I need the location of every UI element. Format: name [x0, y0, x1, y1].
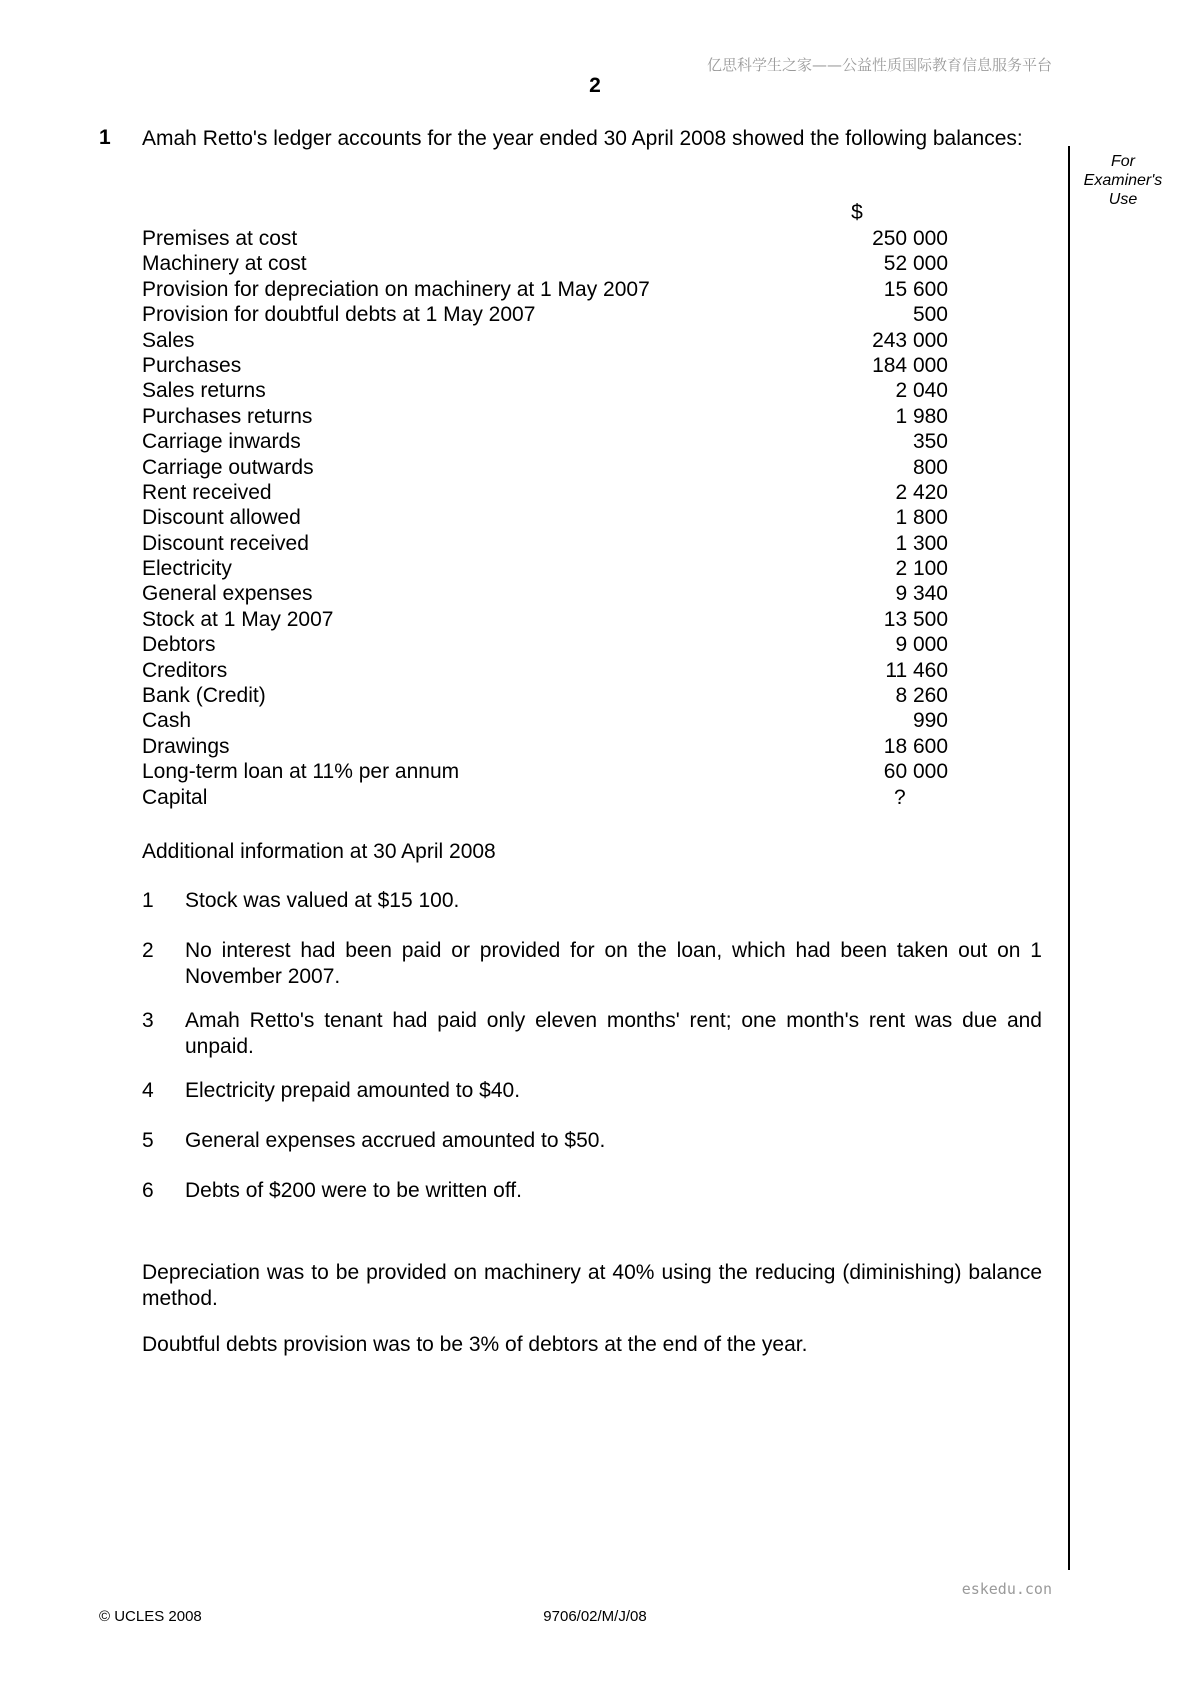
examiner-margin-line: [1068, 146, 1070, 1570]
examiner-use-label: [1068, 152, 1178, 209]
ledger-row-label: Carriage outwards: [142, 455, 314, 479]
ledger-row-label: Sales returns: [142, 379, 266, 403]
examiner-use-line-1: For: [1111, 153, 1135, 170]
ledger-rows: [142, 226, 948, 810]
additional-info-number: 1: [142, 889, 154, 912]
ledger-row-label: Cash: [142, 709, 192, 733]
additional-info-number: 3: [142, 1009, 154, 1032]
question-number: 1: [99, 126, 111, 149]
additional-info-number: 6: [142, 1179, 154, 1202]
ledger-row: [142, 277, 948, 302]
ledger-row-label: Creditors: [142, 658, 228, 682]
bottom-watermark: eskedu.con: [961, 1580, 1052, 1598]
ledger-row: [142, 581, 948, 606]
additional-info-text: General expenses accrued amounted to $50.: [185, 1129, 606, 1152]
ledger-row-label: Stock at 1 May 2007: [142, 607, 334, 631]
ledger-row-amount: 2 100: [895, 557, 948, 581]
ledger-row-label: Provision for doubtful debts at 1 May 2007: [142, 303, 536, 327]
ledger-row-label: Discount allowed: [142, 506, 301, 530]
ledger-row-amount: 2 040: [895, 379, 948, 403]
ledger-row-label: Purchases: [142, 353, 242, 377]
ledger-row-amount: 18 600: [883, 734, 948, 758]
top-watermark: 亿思科学生之家——公益性质国际教育信息服务平台: [706, 56, 1052, 74]
ledger-row-amount: 13 500: [883, 607, 948, 631]
ledger-row-amount: 60 000: [883, 760, 948, 784]
footer-paper-code: 9706/02/M/J/08: [543, 1608, 647, 1625]
ledger-row-label: Capital: [142, 785, 208, 809]
page-number: 2: [589, 74, 601, 97]
ledger-row: [142, 328, 948, 353]
ledger-row: [142, 455, 948, 480]
footer-copyright: © UCLES 2008: [99, 1608, 202, 1625]
ledger-row: [142, 302, 948, 327]
doubtful-debts-note: Doubtful debts provision was to be 3% of debtors at the end of the year.: [142, 1333, 808, 1356]
depreciation-note: Depreciation was to be provided on machinery at 40% using the reducing (diminishing) balance method.: [142, 1261, 1042, 1310]
ledger-row: [142, 683, 948, 708]
ledger-row-amount: 1 980: [895, 404, 948, 428]
ledger-row-label: Electricity: [142, 557, 232, 581]
ledger-row-label: Drawings: [142, 734, 230, 758]
ledger-row: [142, 632, 948, 657]
ledger-row: [142, 353, 948, 378]
ledger-row: [142, 607, 948, 632]
ledger-row-label: Purchases returns: [142, 404, 313, 428]
ledger-row-amount: 2 420: [895, 480, 948, 504]
ledger-row-amount: 9 340: [895, 582, 948, 606]
ledger-row-amount: 250 000: [872, 227, 948, 250]
ledger-row-amount: 500: [912, 303, 948, 327]
ledger-row-label: Premises at cost: [142, 227, 298, 250]
ledger-row: [142, 429, 948, 454]
additional-info-text: Electricity prepaid amounted to $40.: [185, 1079, 521, 1102]
ledger-row: [142, 480, 948, 505]
ledger-row: [142, 556, 948, 581]
ledger-row-amount: 243 000: [872, 328, 948, 352]
ledger-row: [142, 505, 948, 530]
ledger-row-amount: 184 000: [872, 353, 948, 377]
ledger-row-amount: ?: [894, 785, 906, 809]
examiner-use-line-2: Examiner's: [1083, 172, 1163, 189]
ledger-row-amount: 15 600: [883, 277, 948, 301]
ledger-row-amount: 52 000: [883, 252, 948, 276]
additional-info-text: Stock was valued at $15 100.: [185, 889, 460, 912]
ledger-row-label: Sales: [142, 328, 195, 352]
ledger-row: [142, 708, 948, 733]
ledger-row-label: Bank (Credit): [142, 684, 266, 708]
ledger-row: [142, 378, 948, 403]
ledger-row: [142, 226, 948, 251]
ledger-row-label: Debtors: [142, 633, 216, 657]
additional-info-number: 5: [142, 1129, 154, 1152]
question-intro: Amah Retto's ledger accounts for the year ended 30 April 2008 showed the following balances:: [142, 127, 1023, 150]
ledger-row: [142, 734, 948, 759]
ledger-row-amount: 1 300: [895, 531, 948, 555]
ledger-row: [142, 785, 948, 810]
examiner-use-line-3: Use: [1108, 191, 1138, 208]
ledger-row: [142, 658, 948, 683]
ledger-row-amount: 9 000: [895, 633, 948, 657]
ledger-row-label: General expenses: [142, 582, 313, 606]
additional-info-number: 2: [142, 939, 154, 962]
ledger-row-label: Provision for depreciation on machinery at 1 May 2007: [142, 277, 650, 301]
ledger-row-amount: 800: [912, 455, 948, 479]
ledger-row-amount: 350: [912, 430, 948, 454]
additional-info-text: No interest had been paid or provided for on the loan, which had been taken out on 1 November 2007.: [185, 939, 1042, 988]
ledger-row-amount: 11 460: [885, 658, 948, 682]
ledger-row-amount: 1 800: [895, 506, 948, 530]
additional-info-number: 4: [142, 1079, 154, 1102]
additional-info-text: Amah Retto's tenant had paid only eleven months' rent; one month's rent was due and unpaid.: [185, 1009, 1042, 1058]
ledger-row-label: Rent received: [142, 480, 272, 504]
currency-header: $: [851, 201, 863, 224]
ledger-row-label: Carriage inwards: [142, 430, 301, 454]
ledger-row: [142, 404, 948, 429]
ledger-row: [142, 531, 948, 556]
ledger-row-amount: 990: [912, 709, 948, 733]
ledger-row: [142, 251, 948, 276]
ledger-row-label: Machinery at cost: [142, 252, 307, 276]
additional-info-text: Debts of $200 were to be written off.: [185, 1179, 522, 1202]
ledger-row-amount: 8 260: [895, 684, 948, 708]
ledger-row: [142, 759, 948, 784]
ledger-row-label: Discount received: [142, 531, 309, 555]
ledger-row-label: Long-term loan at 11% per annum: [142, 760, 460, 784]
additional-info-title: Additional information at 30 April 2008: [142, 840, 496, 863]
